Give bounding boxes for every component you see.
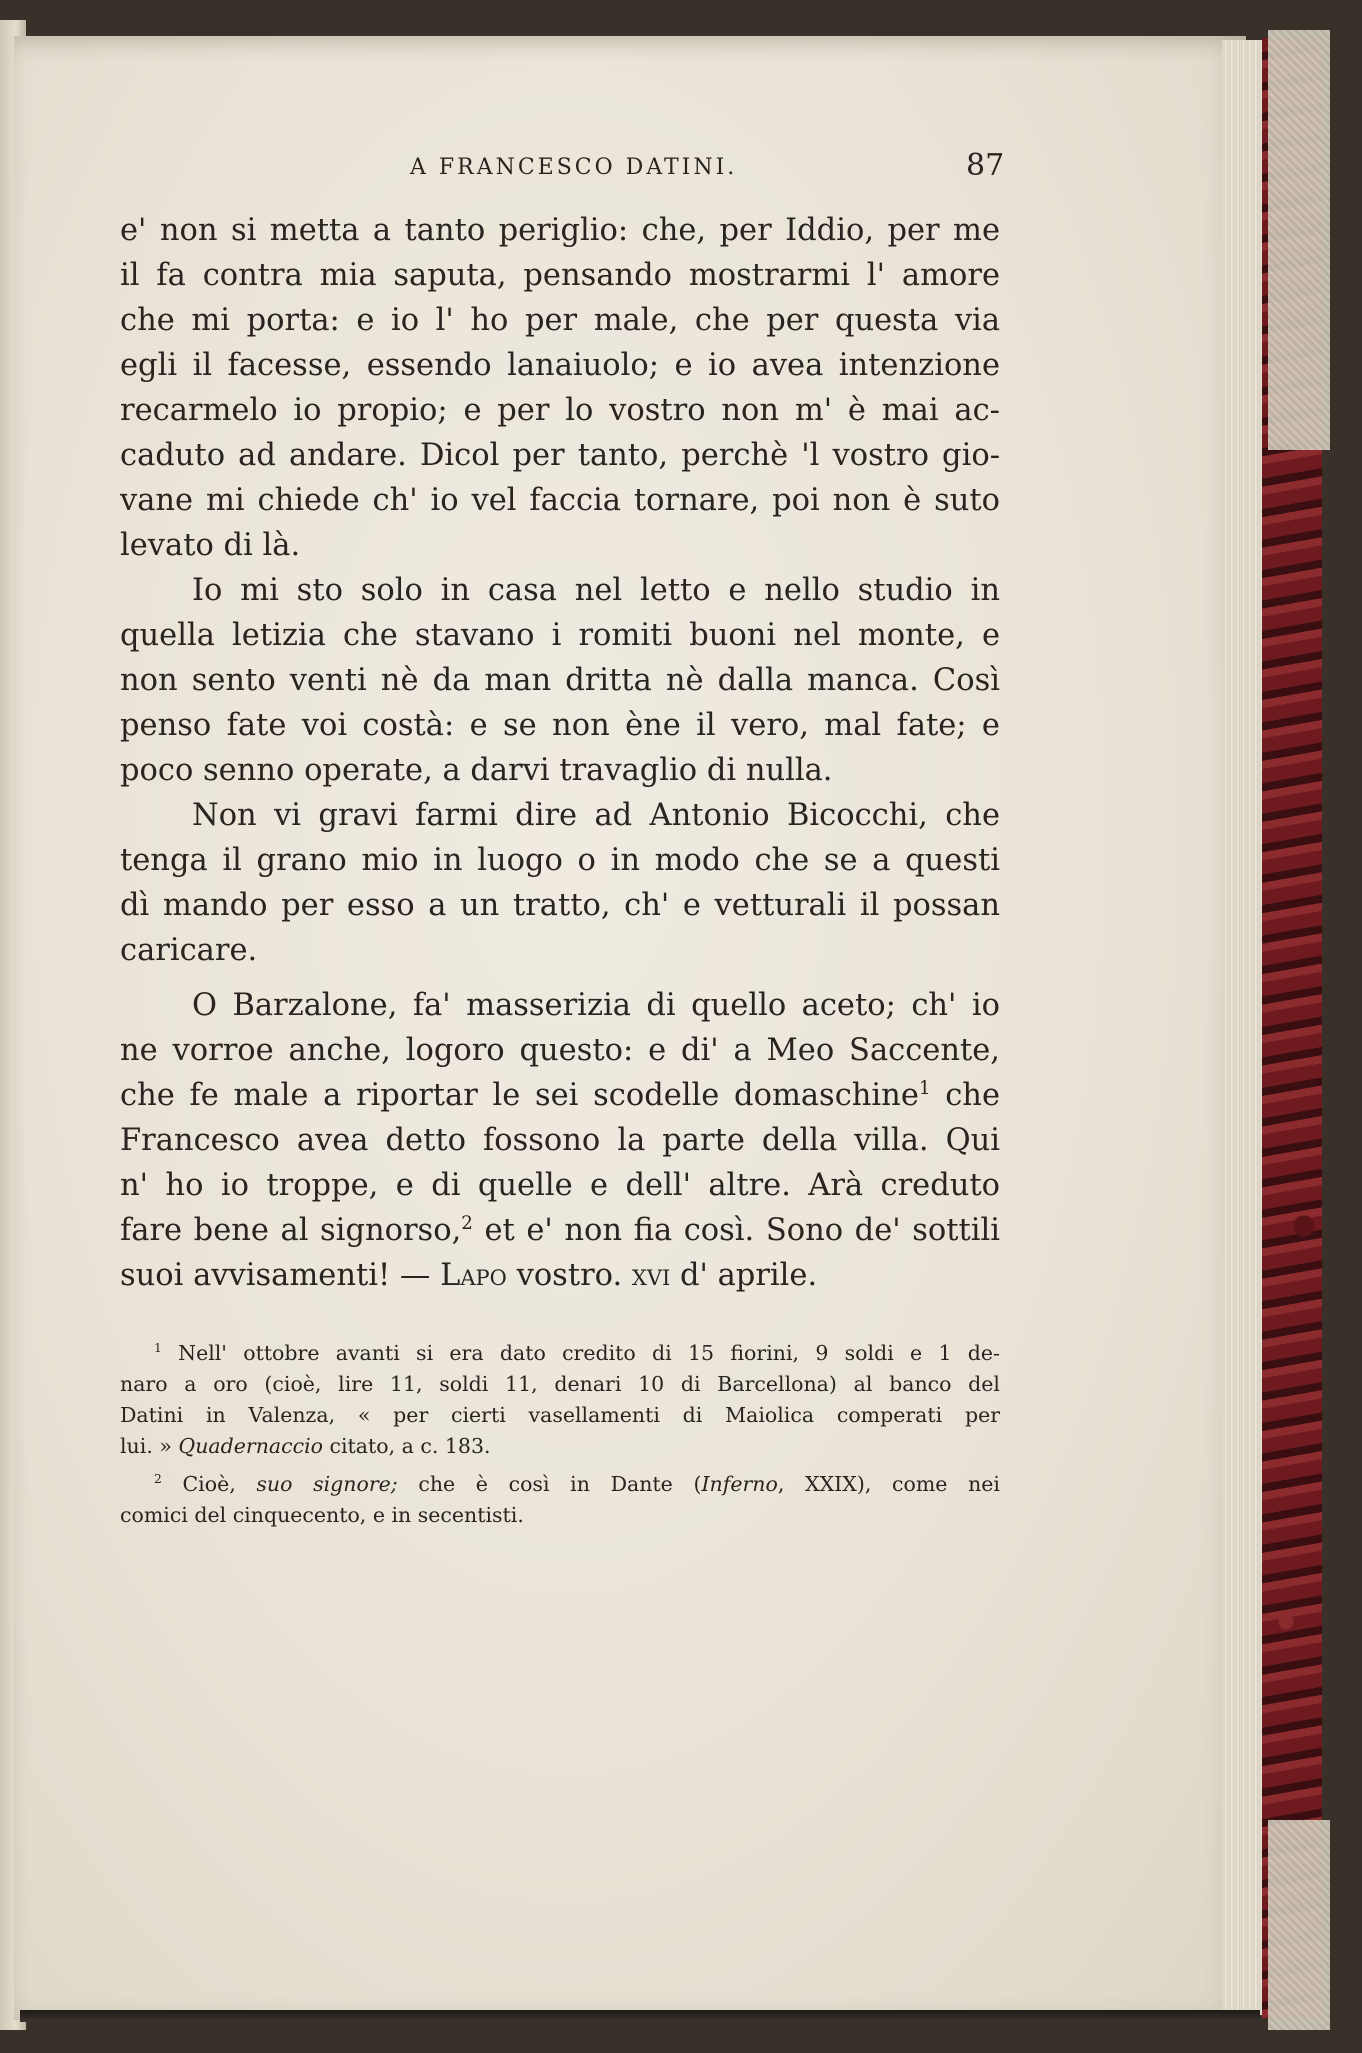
- body-line-6: caduto ad andare. Dicol per tanto, perchè 'l vostro gio-: [120, 438, 1000, 473]
- footnote-2-mark: 2: [154, 1472, 162, 1487]
- body-line-21: Francesco avea detto fossono la parte della villa. Qui: [120, 1123, 1000, 1158]
- page-block-edges: [1222, 40, 1264, 2015]
- body-line-24: [120, 1253, 1000, 1298]
- body-line-8: levato di là.: [120, 528, 301, 563]
- bottom-shadow-edge: [20, 2010, 1260, 2022]
- footnote-2-a: Cioè,: [182, 1472, 257, 1496]
- body-line-12: penso fate voi costà: e se non ène il vero, mal fate; e: [120, 708, 1000, 743]
- body-line-11: non sento venti nè da man dritta nè dalla manca. Così: [120, 663, 1000, 698]
- page-number: 87: [966, 148, 1005, 183]
- body-line-20-tail: che: [945, 1078, 1000, 1113]
- footnote-1-line-1-text: Nell' ottobre avanti si era dato credito di 15 fiorini, 9 soldi e 1 de-: [178, 1341, 1000, 1365]
- body-line-2: il fa contra mia saputa, pensando mostrarmi l' amore: [120, 258, 1000, 293]
- body-line-24-text: suoi avvisamenti! —: [120, 1258, 441, 1293]
- cover-cloth-corner-top: [1268, 30, 1330, 450]
- body-line-13: poco senno operate, a darvi travaglio di nulla.: [120, 753, 833, 788]
- body-line-5: recarmelo io propio; e per lo vostro non m' è mai ac-: [120, 393, 1000, 428]
- footnote-1-mark: 1: [154, 1341, 162, 1356]
- body-line-16: dì mando per esso a un tratto, ch' e vetturali il possan: [120, 888, 1000, 923]
- footnote-1-line-4-a: lui. »: [120, 1434, 179, 1458]
- footnote-2-italic-2: Inferno: [701, 1472, 778, 1496]
- cover-cloth-corner-bottom: [1268, 1820, 1330, 2030]
- body-line-14: Non vi gravi farmi dire ad Antonio Bicocchi, che: [192, 798, 1000, 833]
- footnote-1-line-4-b: citato, a c. 183.: [323, 1434, 491, 1458]
- footnote-1-line-1: [154, 1338, 1000, 1369]
- body-line-23: [120, 1208, 1000, 1253]
- body-line-3: che mi porta: e io l' ho per male, che per questa via: [120, 303, 1000, 338]
- body-line-20: [120, 1073, 1000, 1118]
- footnote-2-c: , XXIX), come nei: [777, 1472, 1000, 1496]
- body-line-24-date: d' aprile.: [670, 1258, 818, 1293]
- body-line-19: ne vorroe anche, logoro questo: e di' a Meo Saccente,: [120, 1033, 1000, 1068]
- body-line-24-vostro: vostro.: [506, 1258, 632, 1293]
- footnote-2-line-1: [154, 1469, 1000, 1500]
- footnote-mark-2: 2: [461, 1212, 473, 1234]
- footnote-1-line-2: naro a oro (cioè, lire 11, soldi 11, denari 10 di Barcellona) al banco del: [120, 1372, 1000, 1396]
- footnote-2-italic-1: suo signore;: [256, 1472, 398, 1496]
- body-line-23-text: fare bene al signorso,: [120, 1213, 462, 1248]
- body-line-7: vane mi chiede ch' io vel faccia tornare, poi non è suto: [120, 483, 1000, 518]
- body-line-4: egli il facesse, essendo lanaiuolo; e io avea intenzione: [120, 348, 1000, 383]
- footnote-2-line-2: comici del cinquecento, e in secentisti.: [120, 1503, 524, 1527]
- footnote-1-line-3: Datini in Valenza, « per cierti vasellamenti di Maiolica comperati per: [120, 1403, 1000, 1427]
- signature-lapo: Lapo: [440, 1258, 507, 1293]
- footnote-2-b: che è così in Dante (: [397, 1472, 702, 1496]
- footnote-1-title: Quadernaccio: [178, 1434, 323, 1458]
- footnote-1-line-4: [120, 1431, 1000, 1462]
- date-numeral: xvi: [631, 1258, 671, 1293]
- body-line-20-text: che fe male a riportar le sei scodelle domaschine: [120, 1078, 919, 1113]
- body-line-22: n' ho io troppe, e di quelle e dell' altre. Arà creduto: [120, 1168, 1000, 1203]
- body-line-23-tail: et e' non fia così. Sono de' sottili: [484, 1213, 1000, 1248]
- running-head: A FRANCESCO DATINI.: [410, 155, 738, 180]
- body-line-18: O Barzalone, fa' masserizia di quello aceto; ch' io: [192, 988, 1000, 1023]
- body-line-9: Io mi sto solo in casa nel letto e nello studio in: [192, 573, 1000, 608]
- body-line-17: caricare.: [120, 933, 258, 968]
- body-line-10: quella letizia che stavano i romiti buoni nel monte, e: [120, 618, 1000, 653]
- body-line-1: e' non si metta a tanto periglio: che, per Iddio, per me: [120, 213, 1000, 248]
- footnote-mark-1: 1: [918, 1077, 931, 1099]
- body-line-15: tenga il grano mio in luogo o in modo che se a questi: [120, 843, 1000, 878]
